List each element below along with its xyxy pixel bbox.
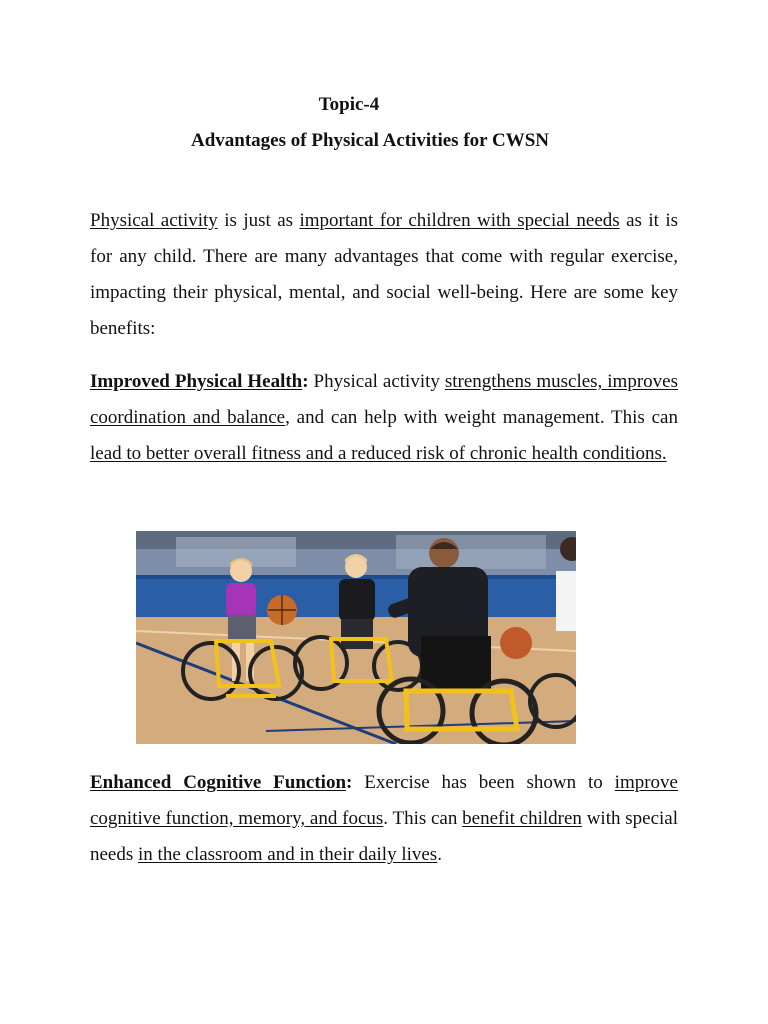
cognitive-emphasis: benefit children [462,808,582,829]
health-text: Physical activity [308,371,445,392]
cognitive-emphasis: in the classroom and in their daily lives [138,844,438,865]
page-title: Advantages of Physical Activities for CWSN [191,130,549,151]
intro-text: as it is for any child. There are many advantages that come with regular exercise, impacting their physical, mental, and social well-being. Here are some key benefits: [90,210,678,339]
cognitive-text: Exercise has been shown to [352,772,615,793]
intro-text: is just as [217,210,300,231]
physical-health-heading: Improved Physical Health [90,371,303,392]
wheelchair-basketball-photo [136,531,576,744]
intro-term: Physical activity [90,210,218,231]
intro-paragraph [90,203,678,347]
heading-colon: : [302,371,309,392]
cognitive-function-heading: Enhanced Cognitive Function [90,772,347,793]
cognitive-text: with special needs [90,808,678,865]
heading-colon: : [346,772,353,793]
cognitive-function-paragraph [90,765,678,873]
intro-emphasis: important for children with special needs [299,210,620,231]
health-emphasis: strengthens muscles, improves coordination and balance [90,371,678,428]
cognitive-text: . This can [383,808,463,829]
topic-label: Topic-4 [318,94,380,115]
physical-health-paragraph [90,364,678,472]
cognitive-emphasis: improve cognitive function, memory, and focus [90,772,678,829]
cognitive-text: . [437,844,442,865]
health-emphasis: lead to better overall fitness and a reduced risk of chronic health conditions. [90,443,667,464]
health-text: , and can help with weight management. This can [285,407,678,428]
